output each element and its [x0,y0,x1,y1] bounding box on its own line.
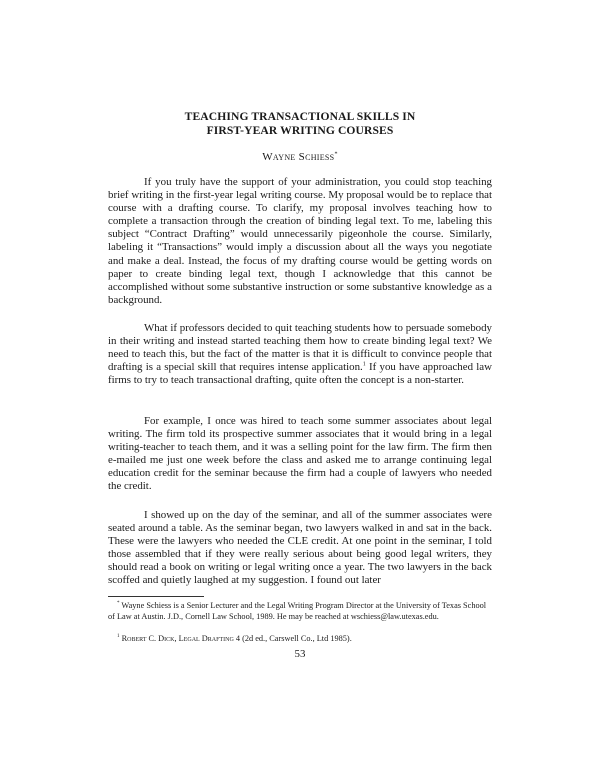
author-name: Wayne Schiess [262,151,335,163]
author-byline [0,151,600,163]
footnote-author-text: Wayne Schiess is a Senior Lecturer and the Legal Writing Program Director at the University of Texas School of Law at Austin. J.D., Cornell Law School, 1989. He may be reached at wschiess@law.utexas.edu. [108,601,487,621]
paragraph-2-text-a: What if professors decided to quit teaching students how to persuade somebody in their writing and instead started teaching them how to create binding legal text? We need to teach this, but the fact of the matter is that it is difficult to convince people that drafting is a special skill that requires intense application. [108,322,492,374]
author-footnote-marker[interactable]: * [334,151,338,158]
body-paragraph-2 [108,322,492,387]
footnote-1-citation-smallcaps: Robert C. Dick, Legal Drafting [119,634,234,643]
footnote-1 [108,634,492,645]
paragraph-2-text-b: If you have approached law firms to try to teach transactional drafting, quite often the concept is a non-starter. [108,361,492,387]
page-number: 53 [294,648,306,660]
footnote-1-text: 4 (2d ed., Carswell Co., Ltd 1985). [233,634,352,643]
footnote-1-marker: 1 [117,634,120,640]
footnote-separator [108,596,204,597]
footnote-author [108,601,492,622]
body-paragraph-1: If you truly have the support of your administration, you could stop teaching brief writing in the first-year legal writing course. My proposal would be to replace that course with a drafting course. To clarify, my proposal involves teaching how to complete a transaction through the creation of binding legal text. To me, labeling this subject “Contract Drafting” would unnecessarily pigeonhole the course. Similarly, labeling it “Transactions” would imply a discussion about all the ways you negotiate and make a deal. Instead, the focus of my drafting course would be getting words on paper to create binding legal text, though I acknowledge that this cannot be accomplished without some substantive instruction or some substantive knowledge as a background. [108,176,492,306]
article-title-line-2: FIRST-YEAR WRITING COURSES [206,124,394,137]
footnote-ref-1[interactable]: 1 [362,361,366,368]
article-title-line-1: TEACHING TRANSACTIONAL SKILLS IN [184,110,416,123]
body-paragraph-4: I showed up on the day of the seminar, and all of the summer associates were seated around a table. As the seminar began, two lawyers walked in and sat in the back. These were the lawyers who needed the CLE credit. At one point in the seminar, I told those assembled that if they were really serious about being good legal writers, they should read a book on writing or legal writing once a year. The two lawyers in the back scoffed and quietly laughed at my suggestion. I found out later [108,509,492,587]
body-paragraph-3: For example, I once was hired to teach some summer associates about legal writing. The firm told its prospective summer associates that it would bring in a legal writing-teacher to teach them, and it was a selling point for the law firm. The firm then e-mailed me just one week before the class and asked me to arrange continuing legal education credit for the seminar because the firm had a couple of lawyers who needed the credit. [108,415,492,493]
footnote-author-marker: * [117,601,120,607]
